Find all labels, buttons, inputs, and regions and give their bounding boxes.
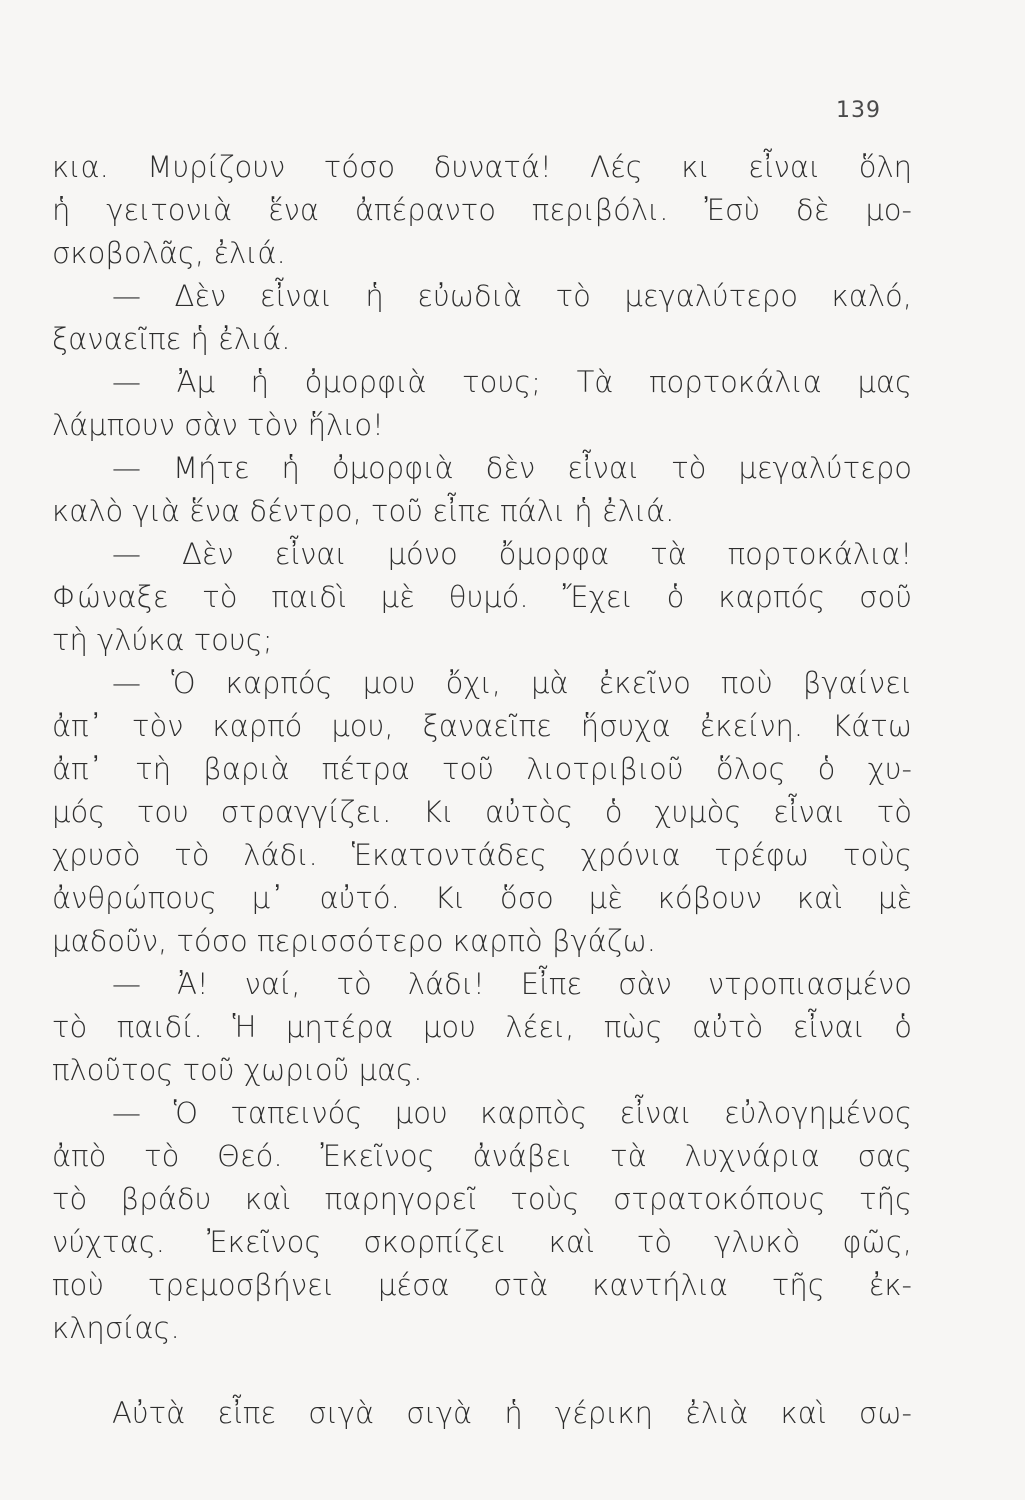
text-line: ἡ γειτονιὰ ἕνα ἀπέραντο περιβόλι. Ἐσὺ δὲ μο- xyxy=(52,193,912,227)
text-line: τὸ παιδί. Ἡ μητέρα μου λέει, πὼς αὐτὸ εἶναι ὁ xyxy=(52,1010,912,1044)
text-line: — Ἀ! ναί, τὸ λάδι! Εἶπε σὰν ντροπιασμένο xyxy=(112,967,912,1001)
text-line: — Ὁ καρπός μου ὄχι, μὰ ἐκεῖνο ποὺ βγαίνει xyxy=(112,666,912,700)
text-line: — Ὁ ταπεινός μου καρπὸς εἶναι εὐλογημένος xyxy=(112,1096,912,1130)
text-line: πλοῦτος τοῦ χωριοῦ μας. xyxy=(52,1053,423,1087)
text-line: Φώναξε τὸ παιδὶ μὲ θυμό. Ἔχει ὁ καρπός σοῦ xyxy=(52,580,912,614)
text-line: — Ἀμ ἡ ὀμορφιὰ τους; Τὰ πορτοκάλια μας xyxy=(112,365,912,399)
text-line: ξαναεῖπε ἡ ἐλιά. xyxy=(52,322,291,356)
text-line: ἀνθρώπους μ᾽ αὐτό. Κι ὅσο μὲ κόβουν καὶ μὲ xyxy=(52,881,912,915)
body-text xyxy=(52,146,912,1435)
text-line: χρυσὸ τὸ λάδι. Ἑκατοντάδες χρόνια τρέφω τοὺς xyxy=(52,838,912,872)
text-line: Αὐτὰ εἶπε σιγὰ σιγὰ ἡ γέρικη ἐλιὰ καὶ σω- xyxy=(112,1396,912,1430)
text-line: ἀπὸ τὸ Θεό. Ἐκεῖνος ἀνάβει τὰ λυχνάρια σας xyxy=(52,1139,912,1173)
text-line: τὸ βράδυ καὶ παρηγορεῖ τοὺς στρατοκόπους τῆς xyxy=(52,1182,912,1216)
paragraph-gap xyxy=(52,1350,912,1392)
text-line: ἀπ᾽ τὸν καρπό μου, ξαναεῖπε ἥσυχα ἐκείνη. Κάτω xyxy=(52,709,912,743)
text-line: — Δὲν εἶναι ἡ εὐωδιὰ τὸ μεγαλύτερο καλό, xyxy=(112,279,912,313)
text-line: τὴ γλύκα τους; xyxy=(52,623,273,657)
text-line: — Δὲν εἶναι μόνο ὄμορφα τὰ πορτοκάλια! xyxy=(112,537,912,571)
text-line: μός του στραγγίζει. Κι αὐτὸς ὁ χυμὸς εἶναι τὸ xyxy=(52,795,912,829)
text-line: κια. Μυρίζουν τόσο δυνατά! Λές κι εἶναι ὅλη xyxy=(52,150,912,184)
text-line: λάμπουν σὰν τὸν ἥλιο! xyxy=(52,408,384,442)
text-line: καλὸ γιὰ ἕνα δέντρο, τοῦ εἶπε πάλι ἡ ἐλιά. xyxy=(52,494,675,528)
text-line: μαδοῦν, τόσο περισσότερο καρπὸ βγάζω. xyxy=(52,924,657,958)
page-number: 139 xyxy=(836,98,881,123)
text-line: κλησίας. xyxy=(52,1311,180,1345)
text-line: ἀπ᾽ τὴ βαριὰ πέτρα τοῦ λιοτριβιοῦ ὅλος ὁ χυ- xyxy=(52,752,912,786)
text-line: — Μήτε ἡ ὀμορφιὰ δὲν εἶναι τὸ μεγαλύτερο xyxy=(112,451,912,485)
text-line: νύχτας. Ἐκεῖνος σκορπίζει καὶ τὸ γλυκὸ φῶς, xyxy=(52,1225,912,1259)
text-line: σκοβολᾶς, ἐλιά. xyxy=(52,236,286,270)
text-line: ποὺ τρεμοσβήνει μέσα στὰ καντήλια τῆς ἐκ- xyxy=(52,1268,912,1302)
